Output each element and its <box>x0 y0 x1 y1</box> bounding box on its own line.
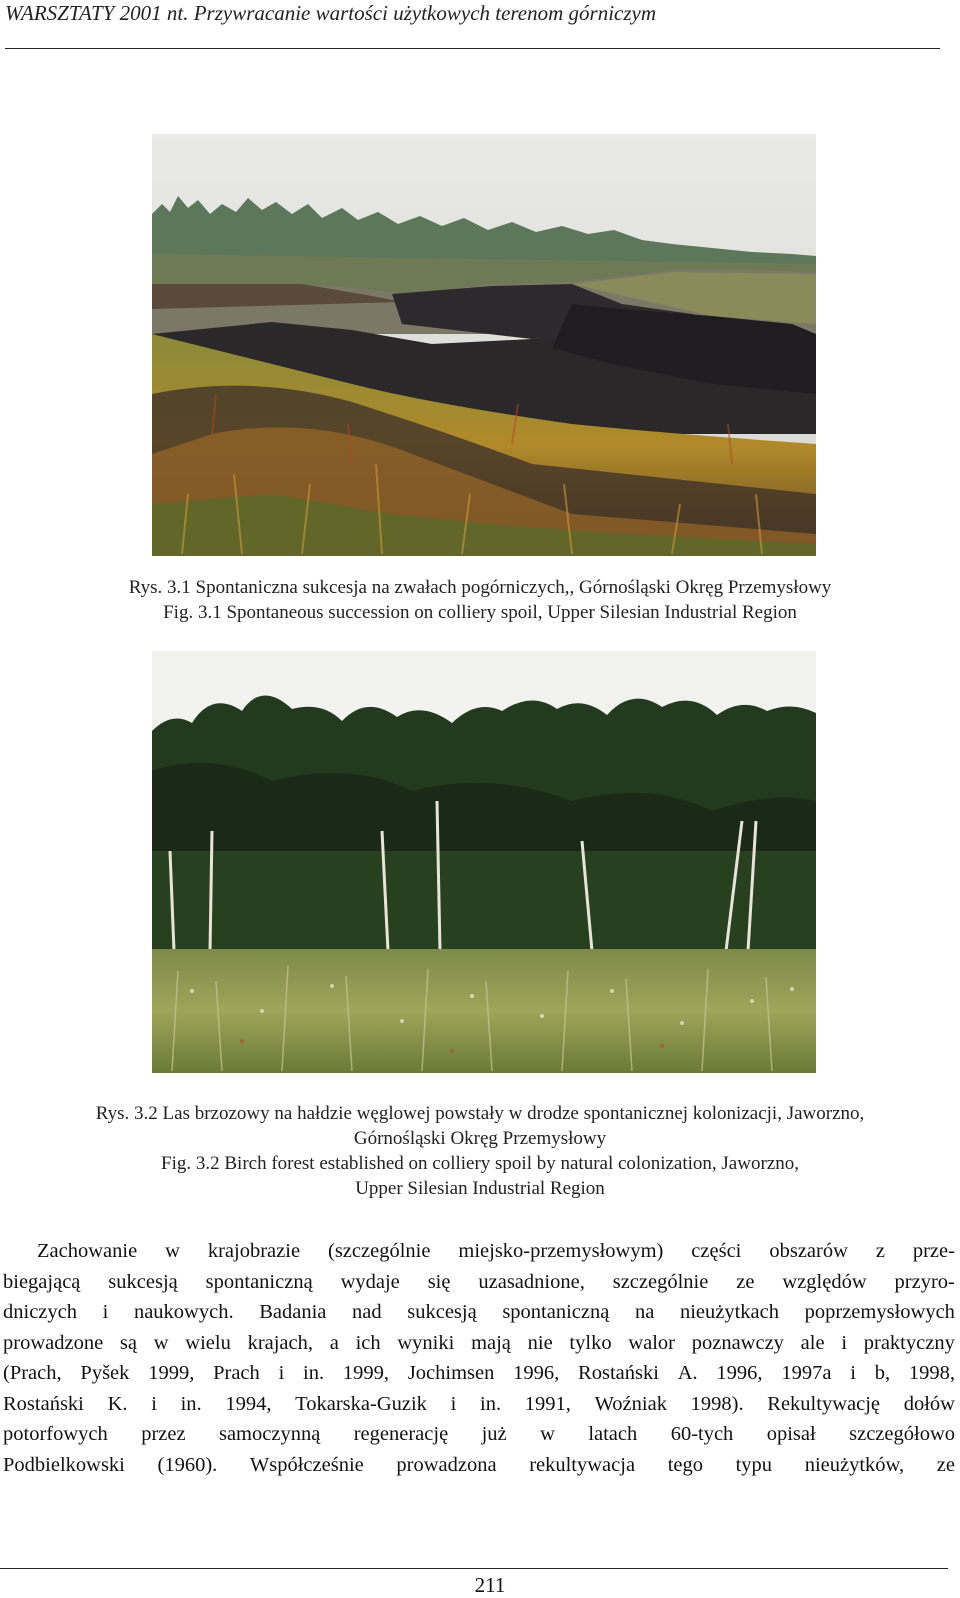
body-line: Rostański K. i in. 1994, Tokarska-Guzik i in. 1991, Woźniak 1998). Rekultywację dołów <box>3 1392 955 1415</box>
caption-polish-line-2: Górnośląski Okręg Przemysłowy <box>353 1128 607 1149</box>
figure-3-2-photo <box>152 651 816 1073</box>
header-rule <box>5 48 940 49</box>
header-title: WARSZTATY 2001 nt. Przywracanie wartości użytkowych terenom górniczym <box>5 1 657 25</box>
caption-english: Fig. 3.1 Spontaneous succession on colliery spoil, Upper Silesian Industrial Region <box>163 602 797 623</box>
body-paragraph <box>3 1236 955 1480</box>
body-line: (Prach, Pyšek 1999, Prach i in. 1999, Jochimsen 1996, Rostański A. 1996, 1997a i b, 1998, <box>3 1362 955 1384</box>
caption-polish-line-1: Rys. 3.2 Las brzozowy na hałdzie węglowej powstały w drodze spontanicznej kolonizacji, Jaworzno, <box>95 1103 865 1124</box>
caption-english-line-2: Upper Silesian Industrial Region <box>355 1178 605 1199</box>
body-line: potorfowych przez samoczynną regenerację już w latach 60-tych opisał szczegółowo <box>3 1423 955 1445</box>
colliery-spoil-image <box>152 134 816 556</box>
body-line: biegającą sukcesją spontaniczną wydaje się uzasadnione, szczególnie ze względów przyro- <box>3 1270 955 1293</box>
footer-rule <box>0 1568 948 1569</box>
figure-3-1-caption <box>0 575 960 625</box>
running-header <box>5 0 945 48</box>
body-line: Zachowanie w krajobrazie (szczególnie miejsko-przemysłowym) części obszarów z prze- <box>37 1240 955 1262</box>
figure-3-2-caption <box>0 1101 960 1201</box>
caption-polish: Rys. 3.1 Spontaniczna sukcesja na zwałach pogórniczych,, Górnośląski Okręg Przemysłowy <box>128 577 832 598</box>
figure-3-1-photo <box>152 134 816 556</box>
page-number: 211 <box>474 1573 506 1597</box>
caption-english-line-1: Fig. 3.2 Birch forest established on colliery spoil by natural colonization, Jaworzno, <box>161 1153 799 1174</box>
body-line: Podbielkowski (1960). Współcześnie prowadzona rekultywacja tego typu nieużytków, ze <box>3 1453 955 1476</box>
body-line: prowadzone są w wielu krajach, a ich wyniki mają nie tylko walor poznawczy ale i praktyczny <box>3 1331 955 1354</box>
birch-forest-image <box>152 651 816 1073</box>
body-line: dniczych i naukowych. Badania nad sukcesją spontaniczną na nieużytkach poprzemysłowych <box>3 1301 955 1323</box>
